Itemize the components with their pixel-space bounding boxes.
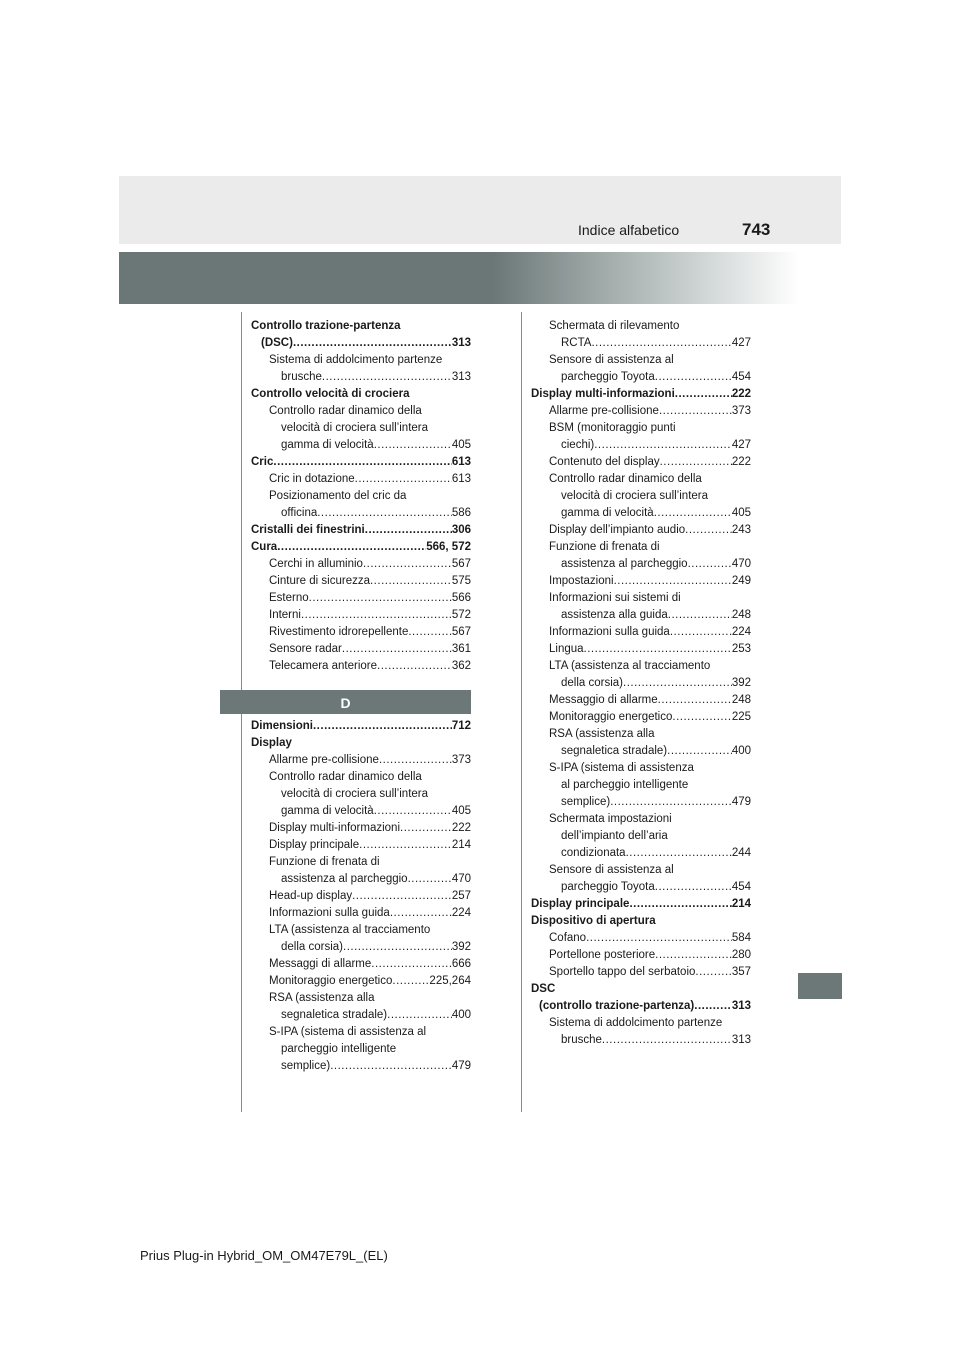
- index-entry-term: Esterno: [269, 592, 309, 604]
- dot-leader: [322, 369, 452, 386]
- index-entry: [531, 964, 751, 981]
- index-column-2: [531, 318, 751, 1049]
- index-entry-page: 586: [451, 507, 471, 519]
- index-entry-text: Sensore di assistenza al: [549, 354, 674, 366]
- dot-leader: [655, 947, 732, 964]
- dot-leader: [371, 956, 452, 973]
- section-letter-header: D: [220, 690, 471, 714]
- dot-leader: [330, 1058, 452, 1075]
- index-entry-page: 566: [451, 592, 471, 604]
- footer-doc-id: Prius Plug-in Hybrid_OM_OM47E79L_(EL): [140, 1248, 388, 1263]
- index-entry: [531, 556, 751, 573]
- dot-leader: [614, 573, 732, 590]
- dot-leader: [387, 1007, 452, 1024]
- index-entry-text: Schermata impostazioni: [549, 813, 672, 825]
- dot-leader: [355, 471, 452, 488]
- chapter-banner: [119, 252, 799, 304]
- dot-leader: [377, 658, 452, 675]
- index-entry: [251, 905, 471, 922]
- dot-leader: [610, 794, 732, 811]
- index-entry-term: brusche: [561, 1034, 602, 1046]
- dot-leader: [352, 888, 452, 905]
- index-entry-text: Display: [251, 737, 292, 749]
- index-entry-page: 253: [731, 643, 751, 655]
- index-entry-page: 712: [451, 720, 471, 732]
- index-entry: [531, 607, 751, 624]
- index-entry-page: 400: [731, 745, 751, 757]
- index-entry-page: 248: [731, 609, 751, 621]
- index-entry-term: Portellone posteriore: [549, 949, 656, 961]
- index-entry: [251, 590, 471, 607]
- index-entry-term: Display dell’impianto audio: [549, 524, 686, 536]
- index-entry-term: Telecamera anteriore: [269, 660, 378, 672]
- index-entry-page: 572: [451, 609, 471, 621]
- dot-leader: [594, 437, 732, 454]
- index-entry: [251, 658, 471, 675]
- dot-leader: [359, 837, 452, 854]
- index-entry: [531, 998, 751, 1015]
- index-entry-term: RCTA: [561, 337, 592, 349]
- index-entry: [251, 607, 471, 624]
- index-entry-page: 567: [451, 626, 471, 638]
- index-entry-page: 306: [451, 524, 471, 536]
- index-entry-page: 214: [731, 898, 751, 910]
- index-entry-term: Cofano: [549, 932, 587, 944]
- index-entry-page: 222: [731, 388, 751, 400]
- index-entry: [531, 1032, 751, 1049]
- index-entry-page: 613: [451, 456, 471, 468]
- index-entry-term: assistenza al parcheggio: [561, 558, 688, 570]
- index-entry: [531, 437, 751, 454]
- index-entry: [251, 973, 471, 990]
- index-entry-page: 222: [731, 456, 751, 468]
- index-entry-text: Funzione di frenata di: [549, 541, 660, 553]
- dot-leader: [623, 675, 732, 692]
- index-entry: [531, 403, 751, 420]
- dot-leader: [408, 624, 451, 641]
- dot-leader: [309, 590, 452, 607]
- index-entry: [251, 888, 471, 905]
- index-entry-text: Informazioni sui sistemi di: [549, 592, 681, 604]
- index-entry-text: DSC: [531, 983, 556, 995]
- dot-leader: [379, 752, 452, 769]
- index-entry-page: 479: [731, 796, 751, 808]
- dot-leader: [655, 369, 732, 386]
- dot-leader: [602, 1032, 732, 1049]
- index-entry: [531, 896, 751, 913]
- index-entry-term: Sportello tappo del serbatoio: [549, 966, 696, 978]
- index-entry-term: officina: [281, 507, 318, 519]
- dot-leader: [694, 998, 732, 1015]
- dot-leader: [672, 709, 731, 726]
- index-entry-page: 373: [451, 754, 471, 766]
- index-entry: [531, 845, 751, 862]
- index-entry-term: segnaletica stradale): [561, 745, 668, 757]
- index-entry-term: condizionata: [561, 847, 626, 859]
- index-entry-term: Display principale: [531, 898, 630, 910]
- dot-leader: [626, 845, 732, 862]
- index-entry-term: Informazioni sulla guida: [269, 907, 390, 919]
- index-entry: [531, 947, 751, 964]
- index-entry-page: 257: [451, 890, 471, 902]
- index-entry-term: semplice): [281, 1060, 331, 1072]
- page-number: 743: [742, 220, 771, 239]
- index-entry-term: Cristalli dei finestrini: [251, 524, 365, 536]
- index-entry-term: Cinture di sicurezza: [269, 575, 370, 587]
- index-entry-text: BSM (monitoraggio punti: [549, 422, 676, 434]
- index-entry: [251, 871, 471, 888]
- index-entry: [251, 522, 471, 539]
- index-entry-term: della corsia): [281, 941, 343, 953]
- dot-leader: [659, 403, 732, 420]
- index-entry-term: gamma di velocità: [561, 507, 654, 519]
- index-entry: [251, 437, 471, 454]
- index-entry-term: Cura: [251, 541, 278, 553]
- index-entry-page: 313: [451, 337, 471, 349]
- index-entry-text: RSA (assistenza alla: [269, 992, 375, 1004]
- index-entry: [531, 624, 751, 641]
- index-entry-term: Interni: [269, 609, 301, 621]
- index-entry-page: 243: [731, 524, 751, 536]
- dot-leader: [408, 871, 452, 888]
- index-entry: [531, 386, 751, 403]
- chapter-thumb-tab: [798, 973, 842, 999]
- index-entry-page: 313: [731, 1000, 751, 1012]
- index-entry-term: Head-up display: [269, 890, 353, 902]
- index-entry: [251, 820, 471, 837]
- index-entry-page: 584: [731, 932, 751, 944]
- index-entry-text: parcheggio intelligente: [281, 1043, 397, 1055]
- index-entry-page: 454: [731, 881, 751, 893]
- index-entry-text: Posizionamento del cric da: [269, 490, 407, 502]
- index-entry-page: 249: [731, 575, 751, 587]
- dot-leader: [688, 556, 732, 573]
- dot-leader: [668, 607, 732, 624]
- dot-leader: [365, 522, 452, 539]
- index-entry-page: 392: [451, 941, 471, 953]
- index-entry: [531, 879, 751, 896]
- index-entry-term: Allarme pre-collisione: [269, 754, 379, 766]
- dot-leader: [317, 505, 452, 522]
- index-entry-text: LTA (assistenza al tracciamento: [549, 660, 711, 672]
- index-entry: [531, 505, 751, 522]
- index-entry: [251, 335, 471, 352]
- index-entry-term: (controllo trazione-partenza): [539, 1000, 695, 1012]
- dot-leader: [591, 335, 731, 352]
- dot-leader: [675, 386, 732, 403]
- index-entry: [251, 956, 471, 973]
- index-entry: [251, 369, 471, 386]
- dot-leader: [277, 539, 426, 556]
- index-entry-term: assistenza alla guida: [561, 609, 668, 621]
- column-divider-middle: [521, 312, 522, 1112]
- index-entry: [251, 471, 471, 488]
- index-entry-term: gamma di velocità: [281, 439, 374, 451]
- index-entry: [531, 641, 751, 658]
- index-entry-term: Monitoraggio energetico: [269, 975, 393, 987]
- index-entry: [251, 641, 471, 658]
- dot-leader: [343, 939, 452, 956]
- index-entry-term: Monitoraggio energetico: [549, 711, 673, 723]
- index-entry-page: 214: [451, 839, 471, 851]
- index-entry: [531, 335, 751, 352]
- index-entry: [531, 454, 751, 471]
- dot-leader: [374, 803, 452, 820]
- dot-leader: [660, 454, 732, 471]
- index-entry-term: Messaggio di allarme: [549, 694, 658, 706]
- index-entry-term: Cerchi in alluminio: [269, 558, 363, 570]
- index-entry-page: 405: [731, 507, 751, 519]
- index-entry: [531, 743, 751, 760]
- dot-leader: [658, 692, 732, 709]
- index-entry-term: segnaletica stradale): [281, 1009, 388, 1021]
- index-entry-term: Display principale: [269, 839, 360, 851]
- index-entry-page: 405: [451, 439, 471, 451]
- header-band: [119, 176, 841, 244]
- index-entry-page: 427: [731, 439, 751, 451]
- dot-leader: [374, 437, 452, 454]
- index-entry-text: velocità di crociera sull’intera: [281, 788, 429, 800]
- index-entry: [251, 939, 471, 956]
- index-entry-page: 613: [451, 473, 471, 485]
- index-entry-page: 224: [731, 626, 751, 638]
- index-entry-term: Cric: [251, 456, 274, 468]
- index-entry-page: 313: [451, 371, 471, 383]
- index-entry: [531, 692, 751, 709]
- index-entry-page: 405: [451, 805, 471, 817]
- index-entry-text: dell’impianto dell’aria: [561, 830, 668, 842]
- index-entry-text: Dispositivo di apertura: [531, 915, 656, 927]
- dot-leader: [629, 896, 731, 913]
- index-entry-term: (DSC): [261, 337, 293, 349]
- index-entry-term: assistenza al parcheggio: [281, 873, 408, 885]
- index-entry: [531, 794, 751, 811]
- index-entry-page: 479: [451, 1060, 471, 1072]
- index-entry-term: Cric in dotazione: [269, 473, 355, 485]
- index-entry: [251, 624, 471, 641]
- index-entry-term: gamma di velocità: [281, 805, 374, 817]
- index-entry-page: 362: [451, 660, 471, 672]
- dot-leader: [655, 879, 732, 896]
- index-entry-text: velocità di crociera sull’intera: [281, 422, 429, 434]
- index-entry-text: Controllo radar dinamico della: [269, 405, 422, 417]
- index-entry-term: della corsia): [561, 677, 623, 689]
- index-entry: [251, 837, 471, 854]
- index-entry-text: RSA (assistenza alla: [549, 728, 655, 740]
- index-entry-text: Funzione di frenata di: [269, 856, 380, 868]
- index-entry: [531, 369, 751, 386]
- dot-leader: [392, 973, 429, 990]
- index-entry-text: Controllo trazione-partenza: [251, 320, 401, 332]
- dot-leader: [654, 505, 732, 522]
- index-entry: [251, 573, 471, 590]
- index-entry-text: Controllo radar dinamico della: [549, 473, 702, 485]
- index-entry-term: Display multi-informazioni: [531, 388, 675, 400]
- index-entry: [251, 752, 471, 769]
- index-entry-term: Impostazioni: [549, 575, 614, 587]
- index-entry-page: 248: [731, 694, 751, 706]
- index-entry-text: S-IPA (sistema di assistenza al: [269, 1026, 427, 1038]
- index-entry: [251, 539, 471, 556]
- index-entry-term: parcheggio Toyota: [561, 881, 655, 893]
- index-entry-term: Rivestimento idrorepellente: [269, 626, 409, 638]
- index-entry-term: parcheggio Toyota: [561, 371, 655, 383]
- index-entry-page: 361: [451, 643, 471, 655]
- index-entry-text: Sistema di addolcimento partenze: [549, 1017, 723, 1029]
- index-entry: [531, 930, 751, 947]
- dot-leader: [342, 641, 452, 658]
- index-entry-text: Schermata di rilevamento: [549, 320, 680, 332]
- index-entry-page: 400: [451, 1009, 471, 1021]
- dot-leader: [370, 573, 452, 590]
- index-entry: [251, 1058, 471, 1075]
- index-column-1-bottom: [251, 718, 471, 1075]
- index-entry-term: Messaggi di allarme: [269, 958, 372, 970]
- index-entry-page: 666: [451, 958, 471, 970]
- index-entry: [531, 522, 751, 539]
- index-entry-term: Allarme pre-collisione: [549, 405, 659, 417]
- index-entry-page: 392: [731, 677, 751, 689]
- index-entry-text: al parcheggio intelligente: [561, 779, 689, 791]
- page-title: Indice alfabetico: [578, 222, 680, 238]
- index-entry-text: S-IPA (sistema di assistenza: [549, 762, 694, 774]
- index-entry-term: Informazioni sulla guida: [549, 626, 670, 638]
- index-entry: [251, 1007, 471, 1024]
- index-entry-term: ciechi): [561, 439, 595, 451]
- dot-leader: [273, 454, 451, 471]
- dot-leader: [586, 930, 732, 947]
- index-entry: [531, 709, 751, 726]
- index-entry-page: 244: [731, 847, 751, 859]
- index-entry-text: Sensore di assistenza al: [549, 864, 674, 876]
- index-entry-text: Sistema di addolcimento partenze: [269, 354, 443, 366]
- index-entry: [251, 454, 471, 471]
- index-entry-page: 454: [731, 371, 751, 383]
- index-column-1-top: [251, 318, 471, 675]
- dot-leader: [301, 607, 452, 624]
- index-entry-page: 222: [451, 822, 471, 834]
- index-entry-page: 575: [451, 575, 471, 587]
- dot-leader: [390, 905, 452, 922]
- index-entry-page: 280: [731, 949, 751, 961]
- dot-leader: [363, 556, 452, 573]
- index-entry-page: 373: [731, 405, 751, 417]
- dot-leader: [685, 522, 732, 539]
- index-entry: [531, 573, 751, 590]
- index-entry-page: 313: [731, 1034, 751, 1046]
- index-entry-page: 357: [731, 966, 751, 978]
- index-entry-page: 224: [451, 907, 471, 919]
- index-entry-text: Controllo radar dinamico della: [269, 771, 422, 783]
- index-entry-term: Dimensioni: [251, 720, 313, 732]
- index-entry-page: 470: [731, 558, 751, 570]
- index-entry-page: 427: [731, 337, 751, 349]
- index-entry-text: Controllo velocità di crociera: [251, 388, 410, 400]
- index-entry-term: Contenuto del display: [549, 456, 660, 468]
- index-entry-term: Lingua: [549, 643, 584, 655]
- index-entry-page: 225: [731, 711, 751, 723]
- dot-leader: [313, 718, 452, 735]
- index-entry-text: velocità di crociera sull’intera: [561, 490, 709, 502]
- index-entry-page: 567: [451, 558, 471, 570]
- dot-leader: [293, 335, 452, 352]
- index-entry-term: Sensore radar: [269, 643, 342, 655]
- index-entry: [251, 718, 471, 735]
- index-entry: [251, 556, 471, 573]
- index-entry: [531, 675, 751, 692]
- index-entry-page: 225,264: [429, 975, 471, 987]
- index-entry-term: semplice): [561, 796, 611, 808]
- index-entry-page: 470: [451, 873, 471, 885]
- index-entry-term: brusche: [281, 371, 322, 383]
- index-entry: [251, 803, 471, 820]
- dot-leader: [584, 641, 732, 658]
- index-entry: [251, 505, 471, 522]
- index-entry-page: 566, 572: [426, 541, 471, 553]
- index-entry-term: Display multi-informazioni: [269, 822, 401, 834]
- index-entry-text: LTA (assistenza al tracciamento: [269, 924, 431, 936]
- dot-leader: [670, 624, 732, 641]
- dot-leader: [667, 743, 732, 760]
- dot-leader: [400, 820, 452, 837]
- dot-leader: [695, 964, 731, 981]
